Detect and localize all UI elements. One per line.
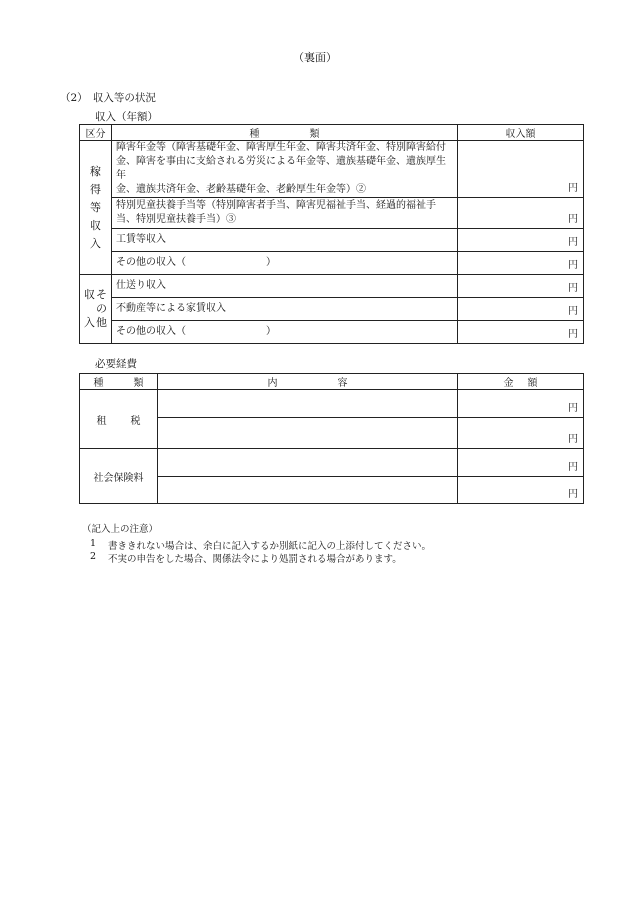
income-title: 収入（年額） [95,111,158,123]
expense-category-social-insurance: 社会保険料 [80,449,158,504]
amount-cell[interactable]: 円 [458,477,584,504]
header-category: 区分 [80,125,112,141]
header-kind: 種 類 [80,374,158,390]
expense-table [79,373,584,504]
amount-cell[interactable]: 円 [458,418,584,449]
income-item-wages: 工賃等収入 [112,229,458,252]
other-income-category: 収 入 そ の 他 [80,275,112,344]
amount-cell[interactable]: 円 [458,321,584,344]
amount-cell[interactable]: 円 [458,229,584,252]
header-amount: 金 額 [458,374,584,390]
amount-cell[interactable]: 円 [458,449,584,477]
earned-income-category: 稼 得 等 収 入 [80,141,112,275]
note-text: 不実の申告をした場合、関係法令により処罰される場合があります。 [108,554,402,565]
income-item-child-allowance: 特別児童扶養手当等（特別障害者手当、障害児福祉手当、経過的福祉手 当、特別児童扶養手当）③ [112,198,458,229]
note-item [90,551,402,565]
income-item-other[interactable]: その他の収入（ ） [112,321,458,344]
amount-cell[interactable]: 円 [458,275,584,298]
amount-cell[interactable]: 円 [458,141,584,198]
amount-cell[interactable]: 円 [458,390,584,418]
page-title: （裏面） [293,51,337,64]
amount-cell[interactable]: 円 [458,298,584,321]
income-table [79,124,584,344]
amount-cell[interactable]: 円 [458,198,584,229]
income-item-rent: 不動産等による家賃収入 [112,298,458,321]
note-text: 書ききれない場合は、余白に記入するか別紙に記入の上添付してください。 [108,541,432,552]
note-item [90,538,431,552]
header-amount: 収入額 [458,125,584,141]
header-content: 内 容 [158,374,458,390]
note-number: 1 [90,538,97,549]
content-cell[interactable] [158,449,458,477]
income-item-remittance: 仕送り収入 [112,275,458,298]
income-item-other-earned[interactable]: その他の収入（ ） [112,252,458,275]
content-cell[interactable] [158,477,458,504]
header-kind: 種 類 [112,125,458,141]
notes-title: （記入上の注意） [82,524,159,535]
amount-cell[interactable]: 円 [458,252,584,275]
section-title: （2） 収入等の状況 [60,92,156,104]
expense-title: 必要経費 [95,358,137,370]
expense-category-tax: 租 税 [80,390,158,449]
content-cell[interactable] [158,390,458,418]
income-item-disability-pension: 障害年金等（障害基礎年金、障害厚生年金、障害共済年金、特別障害給付 金、障害を事由に支給される労災による年金等、遺族基礎年金、遺族厚生年 金、遺族共済年金、老齢基礎年金、老齢厚生年金等）② [112,141,458,198]
note-number: 2 [90,551,97,562]
content-cell[interactable] [158,418,458,449]
